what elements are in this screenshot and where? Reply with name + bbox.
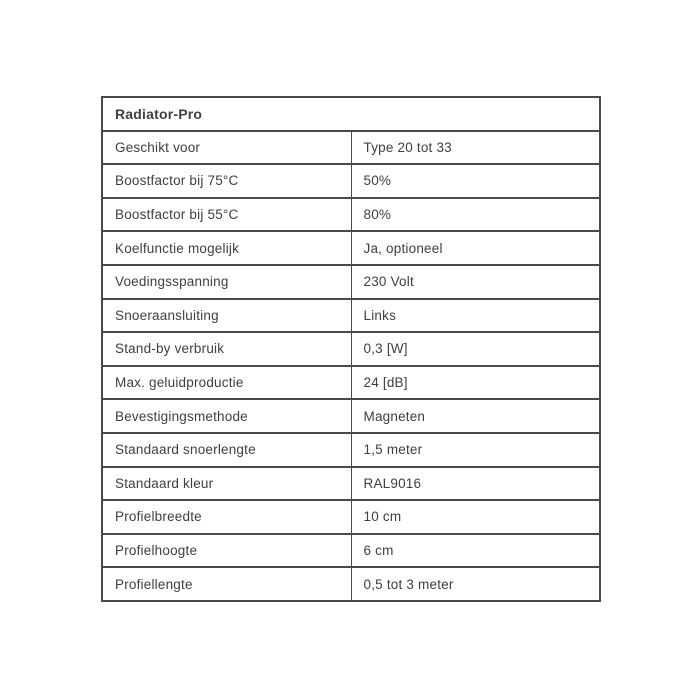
table-row bbox=[102, 265, 600, 299]
table-row bbox=[102, 198, 600, 232]
spec-value: 230 Volt bbox=[351, 265, 600, 299]
table-body bbox=[102, 131, 600, 601]
table-row bbox=[102, 567, 600, 601]
spec-value: 50% bbox=[351, 164, 600, 198]
spec-label: Profiellengte bbox=[102, 567, 351, 601]
spec-label: Profielhoogte bbox=[102, 534, 351, 568]
spec-value: 24 [dB] bbox=[351, 366, 600, 400]
table-title: Radiator-Pro bbox=[102, 97, 600, 131]
spec-label: Bevestigingsmethode bbox=[102, 399, 351, 433]
spec-value: 0,3 [W] bbox=[351, 332, 600, 366]
table-row bbox=[102, 534, 600, 568]
table-row bbox=[102, 332, 600, 366]
table-row bbox=[102, 231, 600, 265]
table-row bbox=[102, 467, 600, 501]
spec-label: Snoeraansluiting bbox=[102, 299, 351, 333]
spec-value: 6 cm bbox=[351, 534, 600, 568]
spec-value: Type 20 tot 33 bbox=[351, 131, 600, 165]
spec-label: Standaard kleur bbox=[102, 467, 351, 501]
spec-label: Geschikt voor bbox=[102, 131, 351, 165]
table-row bbox=[102, 433, 600, 467]
spec-value: Ja, optioneel bbox=[351, 231, 600, 265]
table-row bbox=[102, 164, 600, 198]
spec-value: Links bbox=[351, 299, 600, 333]
spec-label: Boostfactor bij 75°C bbox=[102, 164, 351, 198]
spec-label: Stand-by verbruik bbox=[102, 332, 351, 366]
spec-value: 0,5 tot 3 meter bbox=[351, 567, 600, 601]
table-row bbox=[102, 131, 600, 165]
spec-value: 10 cm bbox=[351, 500, 600, 534]
spec-label: Boostfactor bij 55°C bbox=[102, 198, 351, 232]
spec-value: Magneten bbox=[351, 399, 600, 433]
spec-label: Profielbreedte bbox=[102, 500, 351, 534]
table-row bbox=[102, 500, 600, 534]
table-row bbox=[102, 366, 600, 400]
spec-label: Standaard snoerlengte bbox=[102, 433, 351, 467]
spec-value: 1,5 meter bbox=[351, 433, 600, 467]
spec-label: Max. geluidproductie bbox=[102, 366, 351, 400]
product-specs-table bbox=[101, 96, 601, 602]
spec-value: 80% bbox=[351, 198, 600, 232]
table-title-row bbox=[102, 97, 600, 131]
table-row bbox=[102, 299, 600, 333]
spec-value: RAL9016 bbox=[351, 467, 600, 501]
spec-label: Koelfunctie mogelijk bbox=[102, 231, 351, 265]
table-row bbox=[102, 399, 600, 433]
spec-label: Voedingsspanning bbox=[102, 265, 351, 299]
